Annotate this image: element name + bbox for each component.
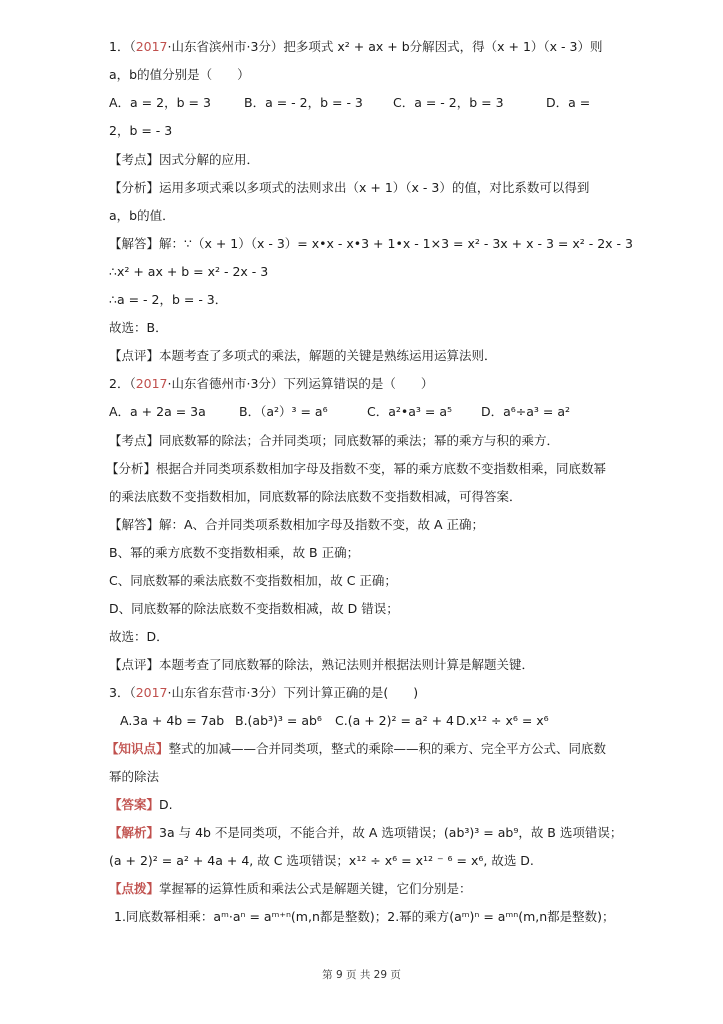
q2-fenxi-2: 的乘法底数不变指数相加，同底数幂的除法底数不变指数相减，可得答案．	[109, 489, 522, 504]
q1-fenxi-1: 【分析】运用多项式乘以多项式的法则求出（x + 1）（x - 3）的值，对比系数可以得到	[109, 180, 590, 195]
page-footer: 第 9 页 共 29 页	[322, 969, 401, 981]
q2-year: 2017	[135, 376, 168, 391]
q3-title: 3．（2017·山东省东营市·3分）下列计算正确的是( )	[109, 685, 419, 700]
q3-daan: 【答案】D.	[109, 797, 173, 812]
q3-dianbo-label: 【点拨】	[109, 881, 160, 896]
q2-jieda-3: C、同底数幂的乘法底数不变指数相加，故 C 正确；	[109, 573, 397, 588]
q2-option-c: C．a²•a³ = a⁵	[367, 404, 453, 419]
q3-jiexi-2: (a + 2)² = a² + 4a + 4, 故 C 选项错误；x¹² ÷ x⁶ = x¹² ⁻ ⁶ = x⁶, 故选 D.	[109, 853, 534, 868]
q1-jieda-1: 【解答】解：∵（x + 1）（x - 3）= x•x - x•3 + 1•x - 1×3 = x² - 3x + x - 3 = x² - 2x - 3	[109, 236, 633, 251]
q1-option-d-cont: 2，b = - 3	[109, 123, 173, 138]
q3-year: 2017	[135, 685, 168, 700]
q3-zhishidian: 【知识点】整式的加减——合并同类项，整式的乘除——积的乘方、完全平方公式、同底数	[106, 741, 607, 756]
q3-option-c: C.(a + 2)² = a² + 4	[335, 713, 454, 728]
q1-dianping: 【点评】本题考查了多项式的乘法，解题的关键是熟练运用运算法则．	[109, 348, 497, 363]
q1-fenxi-2: a，b的值．	[109, 208, 175, 223]
q2-dianping: 【点评】本题考查了同底数幂的除法，熟记法则并根据法则计算是解题关键．	[109, 657, 535, 672]
q3-dianbo-1: 【点拨】掌握幂的运算性质和乘法公式是解题关键，它们分别是：	[109, 881, 472, 896]
q2-title: 2．（2017·山东省德州市·3分）下列运算错误的是（ ）	[109, 376, 434, 391]
q2-jieda-4: D、同底数幂的除法底数不变指数相减，故 D 错误；	[109, 601, 399, 616]
q1-title-cont: a，b的值分别是（ ）	[109, 67, 250, 82]
q2-fenxi-1: 【分析】根据合并同类项系数相加字母及指数不变，幂的乘方底数不变指数相乘，同底数幂	[106, 461, 607, 476]
q3-jiexi-1: 【解析】3a 与 4b 不是同类项，不能合并，故 A 选项错误；(ab³)³ = ab⁹，故 B 选项错误；	[109, 825, 623, 840]
q2-option-b: B．（a²）³ = a⁶	[239, 404, 328, 419]
q2-jieda-1: 【解答】解：A、合并同类项系数相加字母及指数不变，故 A 正确；	[109, 517, 485, 532]
q1-kaodian: 【考点】因式分解的应用．	[109, 152, 260, 167]
q3-zhishidian-label: 【知识点】	[106, 741, 169, 756]
q1-guxuan: 故选：B．	[109, 320, 168, 335]
q2-jieda-2: B、幂的乘方底数不变指数相乘，故 B 正确；	[109, 545, 360, 560]
q1-year: 2017	[135, 39, 168, 54]
q1-option-b: B．a = - 2，b = - 3	[244, 95, 363, 110]
q1-option-a: A．a = 2，b = 3	[109, 95, 211, 110]
q1-option-d: D．a =	[546, 95, 591, 110]
q3-option-b: B.(ab³)³ = ab⁶	[235, 713, 322, 728]
q3-option-d: D.x¹² ÷ x⁶ = x⁶	[456, 713, 549, 728]
q1-option-c: C．a = - 2，b = 3	[393, 95, 504, 110]
q2-option-d: D．a⁶÷a³ = a²	[481, 404, 571, 419]
q2-option-a: A．a + 2a = 3a	[109, 404, 206, 419]
q3-jiexi-label: 【解析】	[109, 825, 160, 840]
q1-jieda-3: ∴a = - 2，b = - 3．	[109, 292, 228, 307]
q3-daan-label: 【答案】	[109, 797, 160, 812]
q3-dianbo-2: 1.同底数幂相乘：aᵐ·aⁿ = aᵐ⁺ⁿ(m,n都是整数)；2.幂的乘方(aᵐ)ⁿ = aᵐⁿ(m,n都是整数)；	[114, 909, 615, 924]
q1-title: 1．（2017·山东省滨州市·3分）把多项式 x² + ax + b分解因式，得（x + 1）（x - 3）则	[109, 39, 603, 54]
q3-option-a: A.3a + 4b = 7ab	[120, 713, 225, 728]
q1-jieda-2: ∴x² + ax + b = x² - 2x - 3	[109, 264, 269, 279]
q2-kaodian: 【考点】同底数幂的除法；合并同类项；同底数幂的乘法；幂的乘方与积的乘方．	[109, 433, 560, 448]
q3-zhishidian-cont: 幂的除法	[109, 769, 160, 784]
q2-guxuan: 故选：D．	[109, 629, 169, 644]
